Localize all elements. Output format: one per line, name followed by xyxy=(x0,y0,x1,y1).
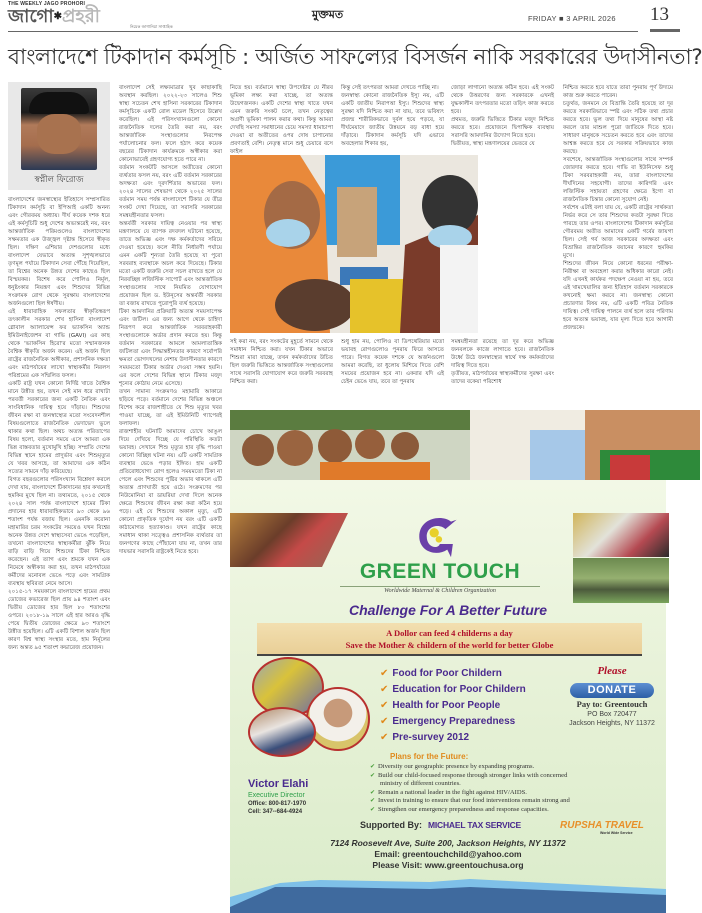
masthead-tagline: নিয়েক জাগানিয়া সাপ্তাহিক xyxy=(130,24,173,29)
photo-circles xyxy=(244,665,372,772)
paragraph: বিগত বছরগুলোর পরিসংখ্যান বিশ্লেষণ করলে দেখা যায়, বাংলাদেশে টিকাদানের হার কখনোই হুমকির মুখে ছিল না। তথ্যমতে, ২০১৫ থেকে ২০২৪ সাল পর্যন্ত বাংলাদেশে হামের টিকা প্রদানের হার ধারাবাহিকভাবে ৯৩ থেকে ৯৬ শতাংশ পর্যন্ত বজায় ছিল। এমনকি করোনা মহামারির চরম সংকটের সময়েও যখন বিশ্বের অনেক উন্নত দেশে স্বাস্থ্যসেবা ভেঙে পড়েছিল, তখনো বাংলাদেশের স্বাস্থ্যকর্মীরা ঝুঁকি নিয়ে বাড়ি বাড়ি গিয়ে শিশুদের টিকা নিশ্চিত করেছেন। এই ত্যাগ এবং শ্রমকে যখন এক নিমেষে অস্বীকার করা হয়, তখন মাঠপর্যায়ের কর্মীদের মনোবল ভেঙে পড়ে এবং সামগ্রিক ব্যবস্থায় স্থবিরতা নেমে আসে। xyxy=(8,477,110,587)
paragraph: রাজশাহীর ঘটনাটি আমাদের চোখে আঙুল দিয়ে দেখিয়ে দিচ্ছে যে পরিস্থিতি কতটা ভয়াবহ। সেখানে শিশু মৃত্যুর হার বৃদ্ধি পাওয়া কোনো বিচ্ছিন্ন ঘটনা নয়। এটি একটি সামগ্রিক ব্যবস্থার ভেঙে পড়ার ইঙ্গিত। হাম একটি প্রতিরোধযোগ্য রোগ হলেও সময়মতো টিকা না পেলে এবং শিশুদের পুষ্টির অভাব থাকলে এটি অত্যন্ত প্রাণঘাতী হয়ে ওঠে। সংক্রমণের পর নিউমোনিয়া বা ডায়রিয়া দেখা দিলে অনেক ক্ষেত্রে শিশুদের জীবন রক্ষা করা কঠিন হয়ে পড়ে। এই যে শিশুদের অকাল মৃত্যু, এটি কোনো প্রাকৃতিক দুর্যোগ নয় বরং এটি একটি কাঠামোগত হত্যাকাণ্ড। যখন রাষ্ট্রের কাছে সমাধান থাকা সত্ত্বেও প্রশাসনিক ব্যর্থতার তা জনগণের কাছে পৌঁছানো যায় না, তখন তার দায়ভার সরাসরি রাষ্ট্রকেই নিতে হবে। xyxy=(119,429,222,555)
header-rule xyxy=(8,31,638,32)
contact-name: Victor Elahi xyxy=(248,778,309,790)
plan-item: ✔ Remain a national leader in the fight against HIV/AIDS. xyxy=(370,788,527,796)
newspaper-logo[interactable] xyxy=(8,7,100,26)
vaccination-photo xyxy=(230,155,478,333)
plans-list xyxy=(370,763,664,814)
paragraph: জনস্বাস্থ্য কোনো রাজনৈতিক ইস্যু নয়, এটি একটি জাতীয় নিরাপত্তা ইস্যু। শিশুদের স্বাস্থ্য সুরক্ষা যদি নিশ্চিত করা না যায়, তবে ভবিষ্যৎ প্রজন্ম শারীরিকভাবে দুর্বল হয়ে পড়বে, যা দীর্ঘমেয়াদে জাতীয় উন্নয়নে বড় বাধা হয়ে দাঁড়াবে। টিকাদান কর্মসূচি যদি এভাবে অবহেলার শিকার হয়, xyxy=(341,93,444,147)
donate-button[interactable]: DONATE xyxy=(570,683,654,698)
paragraph: একটি রাষ্ট্র যখন কোনো নির্দিষ্ট খাতে বৈশ্বিক মানে উন্নীত হয়, তখন সেই মান ধরে রাখাটা পরবর্তী সরকারের জন্য একটি নৈতিক এবং সাংবিধানিক দায়িত্ব হয়ে দাঁড়ায়। শিশুদের জীবন রক্ষা বা জনস্বাস্থ্যের মতো সংবেদনশীল বিষয়গুলোতে রাজনৈতিক ভেদাভেদ ভুলে থাকার কথা ছিল। অথচ অত্যন্ত পরিতাপের বিষয় হলো, বর্তমান সময়ে এসে আমরা এক ভিন্ন বাস্তবতার মুখোমুখি হচ্ছি। সম্প্রতি দেশের বিভিন্ন স্থানে হামের প্রাদুর্ভাব এবং শিশুমৃত্যুর যে খবর আসছে, তা আমাদের এক কঠিন সত্যের সামনে দাঁড় করিয়েছে। xyxy=(8,381,110,475)
paragraph: তৃতীয়ত, মাঠপর্যায়ের স্বাস্থ্যকর্মীদের সুরক্ষা এবং তাদের বকেয়া পরিশোধ xyxy=(451,371,554,385)
ad-tagline: Challenge For A Better Future xyxy=(348,602,548,618)
paragraph: ২০১৫-১৭ সময়কালে বাংলাদেশে হামের প্রথম ডোজের কভারেজ ছিল প্রায় ৯৪ শতাংশ এবং দ্বিতীয় ডোজের হার ছিল ৮০ শতাংশের ওপরে। ২০১৮-১৯ সালে এই হার আরও বৃদ্ধি পেয়ে দ্বিতীয় ডোজের ক্ষেত্রে ৯৩ শতাংশে উন্নীত হয়েছিল। এটি একটি বিশাল অর্জন ছিল কারণ বিশ্ব স্বাস্থ্য সংস্থার মতে, হাম নির্মূলের জন্য অন্তত ৯৫ শতাংশ কভারেজ প্রয়োজন। xyxy=(8,589,110,651)
plan-item: ✔ Diversity our geographic presence by expanding programs. xyxy=(370,763,535,770)
article-column-5-bottom xyxy=(451,338,554,402)
checkmark-icon: ✔ xyxy=(380,684,389,695)
children-drawing-photo xyxy=(248,707,316,757)
article-headline: বাংলাদেশে টিকাদান কর্মসূচি : অর্জিত সাফল্যের বিসর্জন নাকি সরকারের উদাসীনতা? xyxy=(8,45,702,70)
checkmark-icon: ✔ xyxy=(370,772,376,779)
program-item: ✔ Emergency Preparedness xyxy=(380,716,516,727)
plans-title: Plans for the Future: xyxy=(390,752,469,761)
green-touch-advertisement[interactable] xyxy=(230,480,666,910)
checkmark-icon: ✔ xyxy=(380,668,389,679)
paragraph: বাংলাদেশের জনস্বাস্থ্যের ইতিহাসে সম্প্রসারিত টিকাদান কর্মসূচি বা ইপিআই একটি অনন্য এবং গৌরবময় অধ্যায়। দীর্ঘ কয়েক দশক ধরে এই কর্মসূচিটি শুধু দেশের অভ্যন্তরেই নয়, বরং আন্তর্জাতিক পরিমণ্ডলেও বাংলাদেশের সক্ষমতার এক উজ্জ্বল দৃষ্টান্ত হিসেবে স্বীকৃত ছিল। দক্ষিণ এশিয়ার দেশগুলোর মধ্যে বাংলাদেশ যেভাবে অত্যন্ত সুশৃঙ্খলভাবে তৃণমূল পর্যায়ে টিকাদান সেবা পৌঁছে দিয়েছিল, তা বিশ্বের অনেক উন্নত দেশের কাছেও ছিল বিস্ময়কর। বিশেষ করে পোলিও নির্মূল, ধনুষ্টংকার নিয়ন্ত্রণ এবং শিশুদের বিভিন্ন সংক্রামক রোগ থেকে সুরক্ষায় বাংলাদেশের অর্জনগুলো ছিল ঈর্ষণীয়। xyxy=(8,197,110,307)
address-block xyxy=(230,838,666,871)
paragraph: সবশেষে, আন্তর্জাতিক সংস্থাগুলোর সাথে সম্পর্ক জোরদার করতে হবে। গাভি বা ইউনিসেফ শুধু টিকা সরবরাহকারী নয়, তারা বাংলাদেশের দীর্ঘদিনের সহযোগী। তাদের কারিগরি এবং লজিস্টিক সহায়তা গ্রহণের ক্ষেত্রে ইগো বা রাজনৈতিক চিন্তার কোনো সুযোগ নেই। xyxy=(563,157,673,203)
author-cap xyxy=(29,92,89,114)
paragraph: কিন্তু সেই তৎপরতা আমরা দেখতে পাচ্ছি না। xyxy=(341,85,439,91)
logo-part-1: জাগো xyxy=(8,6,54,27)
sponsor-rupsha-travel: RUPSHA TRAVEL xyxy=(560,820,644,831)
paragraph: তখন সামান্য সংক্রমণও মহামারি আকারে ছড়িয়ে পড়ে। বর্তমানে দেশের বিভিন্ন অঞ্চলে বিশেষ করে রাজশাহীতে যে শিশু মৃত্যুর খবর পাওয়া যাচ্ছে, তা এই ইমিউনিটি গ্যাপেরই ফলাফল। xyxy=(119,389,222,427)
dateline: FRIDAY ■ 3 APRIL 2026 xyxy=(528,14,616,23)
paragraph: চতুর্থত, জনমনে যে বিভ্রান্তি তৈরি হয়েছে তা দূর করতে সরকারিভাবে স্পষ্ট এবং সঠিক তথ্য প্রচার করতে হবে। ভুল তথ্য দিয়ে মানুষের আস্থা নষ্ট করলে তার মাশুল পুরো জাতিকে দিতে হবে। সাধারণ মানুষকে সচেতন করতে হবে এবং তাদের আশ্বস্ত করতে হবে যে সরকার সক্রিয়ভাবে কাজ করছে। xyxy=(563,101,673,155)
paragraph: শুধু হাম নয়, পোলিও বা ডিপথেরিয়ার মতো ভয়াবহ রোগগুলোও পুনরায় ফিরে আসতে পারে। বিগত কয়েক দশকে যে অর্জনগুলো আমরা করেছি, তা ধুলোয় মিশিয়ে দিতে বেশি সময়ের প্রয়োজন হবে না। একবার যদি এই চেইন ভেঙে যায়, তবে তা পুনরায় xyxy=(341,339,444,385)
website-link[interactable]: Please Visit: www.greentouchusa.org xyxy=(372,860,524,870)
po-box: PO Box 720477 xyxy=(587,711,637,718)
banner-line-2: Save the Mother & childern of the world for better Globe xyxy=(345,640,554,650)
paragraph: টিকা আমদানির প্রক্রিয়াটি অত্যন্ত সময়সাপেক্ষ এবং জটিল। এর জন্য আগে থেকে চাহিদা নিরূপণ করে আন্তর্জাতিক সরবরাহকারী সংস্থাগুলোকে অর্ডার প্রদান করতে হয়। কিন্তু বর্তমান সরকারের আমলে আমলাতান্ত্রিক জটিলতা এবং সিদ্ধান্তহীনতার কারণে সর্বোপরি ক্ষমতা ভোগদখলের নেশায় উদাসীনতার কারণে সময়মতো টিকার অর্ডার দেওয়া সম্ভব হয়নি। এর ফলে দেশের বিভিন্ন স্থানে টিকার মজুদ শূন্যের কোঠায় নেমে এসেছে। xyxy=(119,309,222,387)
children-outdoor-photo xyxy=(573,558,669,603)
sponsor-michael-tax: MICHAEL TAX SERVICE xyxy=(428,820,522,830)
masthead-subtitle: THE WEEKLY JAGO PROHORI xyxy=(8,1,86,7)
article-column-3-bottom xyxy=(230,338,333,402)
green-touch-logo-icon xyxy=(413,516,461,558)
star-icon: ✱ xyxy=(53,11,62,22)
email-address[interactable]: Email: greentouchchild@yahoo.com xyxy=(374,849,522,859)
program-item: ✔ Food for Poor Childern xyxy=(380,668,502,679)
cell-phone[interactable]: Cell: 347--684-4924 xyxy=(248,809,303,815)
article-column-2 xyxy=(119,84,222,908)
checkmark-icon: ✔ xyxy=(370,798,376,804)
section-name: মুক্তমত xyxy=(312,8,344,21)
checkmark-icon: ✔ xyxy=(370,764,376,770)
sponsor-rupsha-subtitle: World Wide Service xyxy=(600,831,633,835)
paragraph: সই করা নয়, বরং সংকটের মুহূর্তে সামনে থেকে সমাধান নিশ্চিত করা। যখন টিকার অভাবে শিশুরা মারা যাচ্ছে, তখন কর্মকর্তাদের উচিত ছিল জরুরি ভিত্তিতে আন্তর্জাতিক সংস্থাগুলোর সাথে সরাসরি যোগাযোগ করে জরুরি সরবরাহ নিশ্চিত করা। xyxy=(230,339,333,385)
supported-by-label: Supported By: xyxy=(360,820,422,830)
org-subtitle: Worldwide Maternal & Children Organization xyxy=(340,586,540,596)
ad-banner xyxy=(257,623,642,656)
checkmark-icon: ✔ xyxy=(370,806,376,813)
plan-item-continued: ministry of different countries. xyxy=(380,780,461,787)
checkmark-icon: ✔ xyxy=(380,716,389,727)
paragraph: বাংলাদেশ সেই লক্ষ্যমাত্রার খুব কাছাকাছি অবস্থান করছিল। ২০২২-২৩ সালেও শিশু স্বাস্থ্য সচেতন শেখ হাসিনা সরকারের টিকাদান কর্মসূচিকে একটি রোল মডেল হিসেবে উল্লেখ করেছিল। এই পরিসংখ্যানগুলো কোনো রাজনৈতিক দলের তৈরি করা নয়, বরং আন্তর্জাতিক সংস্থাগুলোর নিরপেক্ষ পর্যালোচনার ফল। ফলে হঠাৎ করে কয়েক বছরের টিকাদান কার্যক্রমকে অস্বীকার করা কোনোভাবেই গ্রহণযোগ্য হতে পারে না। xyxy=(119,85,222,163)
plan-item: ✔ Build our child-focused response through stronger links with concerned xyxy=(370,771,568,779)
program-item: ✔ Pre-survey 2012 xyxy=(380,732,470,743)
paragraph: সমন্বয়হীনতা রয়েছে তা দূর করে অভিজ্ঞ জনবলকে কাজে লাগাতে হবে। রাজনৈতিক উর্ধ্বে উঠে জনস্বাস্থ্যের স্বার্থে দক্ষ কর্মকর্তাদের দায়িত্ব দিতে হবে। xyxy=(451,339,554,369)
child-eating-photo xyxy=(306,687,370,751)
article-column-4-top xyxy=(341,84,444,148)
supported-by xyxy=(360,820,660,836)
paragraph: শিশুদের জীবন নিয়ে কোনো ধরনের পরীক্ষা-নিরীক্ষা বা অবহেলা করার অধিকার কারো নেই। যদি এখনই কার্যকর পদক্ষেপ নেওয়া না হয়, তবে এই খামখেয়ালির জন্য ইতিহাস বর্তমান সরকারকে কখনোই ক্ষমা করবে না। জনস্বাস্থ্য কোনো প্রচারণার বিষয় নয়, এটি একটি পবিত্র নৈতিক দায়িত্ব। সেই দায়িত্ব পালনে ব্যর্থ হলে তার পরিণাম হবে অত্যন্ত ভয়াবহ, যার মূল্য দিতে হবে আগামী প্রজন্মকে। xyxy=(563,261,673,331)
ad-footer-wave xyxy=(230,873,666,913)
article-column-4-bottom xyxy=(341,338,444,402)
program-item: ✔ Education for Poor Childern xyxy=(380,684,526,695)
street-address: 7124 Roosevelt Ave, Suite 200, Jackson Heights, NY 11372 xyxy=(330,838,566,848)
logo-part-2: প্রহরী xyxy=(61,6,100,27)
donate-city: Jackson Heights, NY 11372 xyxy=(569,720,655,727)
org-name: GREEN TOUCH xyxy=(359,560,521,583)
paragraph: জোড়া লাগানো অত্যন্ত কঠিন হবে। এই সংকট থেকে উত্তরণের জন্য সরকারকে এখনই যুদ্ধকালীন তৎপরতার মতো তড়িৎ কাজ করতে হবে। xyxy=(451,85,554,115)
pay-to: Pay to: Greentouch xyxy=(576,699,648,709)
article-column-3-top xyxy=(230,84,333,155)
page-number: 13 xyxy=(650,4,669,25)
plan-item: ✔ Invest in training to ensure that our food interventions remain strong and xyxy=(370,797,570,804)
checkmark-icon: ✔ xyxy=(380,732,389,743)
banner-line-1: A Dollor can feed 4 childerns a day xyxy=(386,628,513,638)
paragraph: সর্বশেষ এটাই বলা যায় যে, একটি রাষ্ট্রের সার্থকতা নির্ভর করে সে তার শিশুদের কতটা সুরক্ষা দিতে পারছে তার ওপর। বাংলাদেশের টিকাদান কর্মসূচির গৌরবময় অতীত আমাদের একটি গর্বের জায়গা ছিল। সেই গর্ব আজ সরকারের অদক্ষতা এবং বিভ্রান্তির রাজনৈতিক বয়ানের কারণে হুমকির মুখে। xyxy=(563,205,673,259)
paragraph: দ্বিতীয়ত, স্বাস্থ্য মন্ত্রণালয়ের ভেতরে যে xyxy=(451,141,535,147)
donate-block xyxy=(560,664,664,728)
program-list xyxy=(380,666,555,746)
page-number-rule xyxy=(650,29,680,32)
paragraph: নিশ্চিত করতে হবে যাতে তারা পুনরায় পূর্ণ উদ্যমে কাজ শুরু করতে পারেন। xyxy=(563,85,673,99)
checkmark-icon: ✔ xyxy=(380,700,389,711)
article-column-1 xyxy=(8,196,110,908)
office-phone[interactable]: Office: 800-817-1970 xyxy=(248,801,307,807)
author-photo xyxy=(21,88,97,170)
program-item: ✔ Health for Poor People xyxy=(380,700,501,711)
author-face xyxy=(37,114,81,154)
article-column-5-top xyxy=(451,84,554,148)
plan-item: ✔ Strengthen our emergency preparedness and response capacities. xyxy=(370,805,549,813)
article-column-6 xyxy=(563,84,673,404)
vaccination-photo-art xyxy=(230,155,478,333)
children-photo-strip xyxy=(230,410,700,480)
children-classroom-photo xyxy=(230,513,348,567)
children-photo-art xyxy=(230,410,700,480)
children-event-photo xyxy=(573,513,669,557)
paragraph: এই ধারাবাহিক সফলতার স্বীকৃতিস্বরূপ তৎকালীন সরকার শেখ হাসিনা বাংলাদেশ গ্লোবাল অ্যালায়েন্স ফর ভ্যাকসিন অ্যান্ড ইমিউনাইজেশন বা গাভি (GAVI) এর কাছ থেকে 'ভ্যাকসিন হিরো'র মতো সম্মানজনক বৈশ্বিক স্বীকৃতি অর্জন করেন। এই অর্জন ছিল রাষ্ট্রের রাজনৈতিক অঙ্গীকার, প্রশাসনিক দক্ষতা এবং মাঠপর্যায়ের লাখো স্বাস্থ্যকর্মীর নিরলস পরিশ্রমের এক সম্মিলিত ফসল। xyxy=(8,309,110,379)
paragraph: নিতে হয়। বর্তমানে স্বাস্থ্য উপদেষ্টার যে নীরব ভূমিকা লক্ষ্য করা যাচ্ছে, তা অত্যন্ত উদ্বেগজনক। একটি দেশের স্বাস্থ্য খাতে যখন এমন জরুরি সংকট চলে, তখন নেতৃত্বের অগ্রণী ভূমিকা পালন করার কথা। কিন্তু আমরা দেখছি সমস্যা সমাধানের চেয়ে সমস্যা ধামাচাপা দেওয়া বা অতীতের ওপর দোষ চাপানোর প্রবণতাই বেশি। নেতৃত্ব মানে শুধু চেয়ারে বসে ফাইল xyxy=(230,85,333,155)
paragraph: প্রথমত, জরুরি ভিত্তিতে টিকার মজুদ নিশ্চিত করতে হবে। প্রয়োজনে দ্বিপাক্ষিক ব্যবস্থায় সরাসরি আমদানির উদ্যোগ নিতে হবে। xyxy=(451,117,554,139)
paragraph: বর্তমান সংকটটি আসলে অতীতের কোনো ব্যর্থতার ফসল নয়, বরং এটি বর্তমান সরকারের অদক্ষতা এবং দূরদর্শিতার অভাবের ফল। ২০২৪ সালের শেষভাগ থেকে ২০২৫ সালের বর্তমান সময় পর্যন্ত বাংলাদেশে টিকার যে তীব্র সংকট দেখা দিয়েছে, তা সরাসরি সরকারের সমন্বয়হীনতার ফসল। xyxy=(119,165,222,219)
masthead xyxy=(0,0,700,32)
checkmark-icon: ✔ xyxy=(370,789,376,796)
author-name: স্বপ্নীল ফিরোজ xyxy=(34,175,84,185)
contact-title: Executive Director xyxy=(248,792,305,799)
please-label: Please xyxy=(597,665,627,677)
contact-block xyxy=(248,778,360,816)
paragraph: অন্তর্বর্তী সরকার দায়িত্ব নেওয়ার পর স্বাস্থ্য মন্ত্রণালয়ে যে ব্যাপক রদবদল ঘটানো হয়েছে, তাতে অভিজ্ঞ এবং দক্ষ কর্মকর্তাদের সরিয়ে দেওয়া হয়েছে। ফলে নীতি নির্ধারণী পর্যায়ে এমন একটি শূন্যতা তৈরি হয়েছে যা পুরো সরবরাহ ব্যবস্থাকে অচল করে দিয়েছে। টিকার মতো একটি জরুরি সেবা সচল রাখতে হলে যে নিরবচ্ছিন্ন লজিস্টিক সাপোর্ট এবং আন্তর্জাতিক সংস্থাগুলোর সাথে নিয়মিত যোগাযোগ প্রয়োজন ছিল ড. ইউনূসের অন্তর্বর্তী সরকার তা বজায় রাখতে পুরোপুরি ব্যর্থ হয়েছে। xyxy=(119,221,222,307)
